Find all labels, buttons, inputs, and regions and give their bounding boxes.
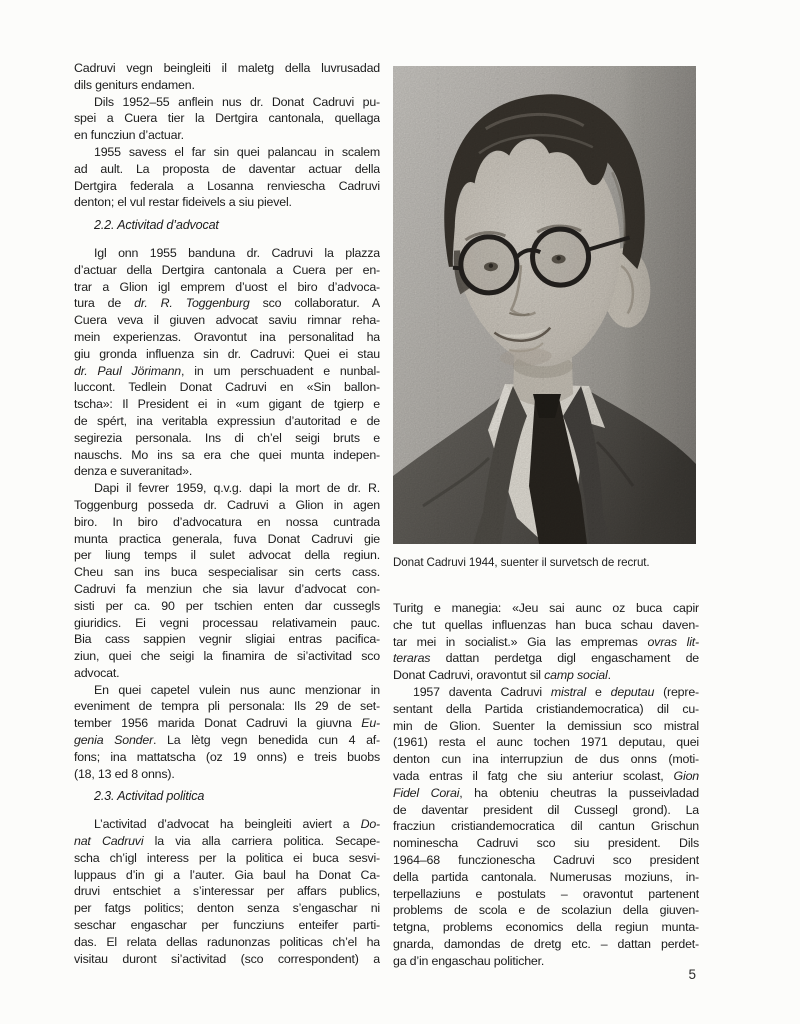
text-line: per fatgs politics; denton senza s’engaschar ni [74,901,380,916]
text-line: giuridics. Ei vegni processau relativamein pauc. [74,615,380,630]
text-line: gnarda, damondas de dretg etc. – dattan perdet- [393,936,699,951]
text-line: denton cun ina interrupziun de dus onns (moti- [393,752,699,767]
text-line: 1964–68 funczionescha Cadruvi sco president [393,852,699,867]
text-line: Dertgira federala a Losanna renviescha Cadruvi [74,178,380,193]
text-line: Turitg e manegia: «Jeu sai aunc oz buca capir [393,601,699,615]
text-line: Fidel Corai, ha obteniu cheutras la pusseivladad [393,785,699,800]
text-line: Cuera veva il giuven advocat saviu rimnar reha- [74,313,380,328]
text-line: ga d’in engaschau politicher. [393,953,545,968]
paragraph [393,600,699,684]
text-line: Cheu san ins buca sespecialisar sin certs cass. [74,565,380,580]
paragraph [393,684,699,970]
text-line: 1957 daventa Cadruvi mistral e deputau (repre- [413,684,699,699]
text-line: visitau duront si’activitad (sco correspondent) a [74,951,380,966]
text-line: Cadruvi fa menziun che sia lavur d’advocat con- [74,581,380,596]
section-heading: 2.2. Activitad d’advocat [94,218,219,233]
text-line: trar a Glion igl emprem d’uost el biro d’advoca- [74,279,380,294]
text-line: munta practica generala, fuva Donat Cadruvi gie [74,531,380,546]
text-line: (18, 13 ed 8 onns). [74,766,175,781]
text-line: advocat. [74,665,120,680]
text-line: che tut quellas influenzas han buca schau daven- [393,617,699,632]
text-line: En quei capetel vulein nus aunc menzionar in [94,682,380,697]
text-line: spei a Cuera tier la Dertgira cantonala, quellaga [74,111,380,126]
text-line: fons; ina mattatscha (oz 19 onns) e treis buobs [74,749,380,764]
text-line: de daventar president dil Cussegl grond). La [393,802,699,817]
paragraph [74,144,380,211]
text-line: Cadruvi vegn beingleiti il maletg della luvrusadad [74,61,380,75]
text-line: mein experienzas. Oravontut ina personalitad ha [74,329,380,344]
text-line: genia Sonder. La lètg vegn benedida cun 4 af- [74,733,380,748]
text-line: biro. In biro d’advocatura en nossa cuntrada [74,514,380,529]
text-line: tura de dr. R. Toggenburg sco collaboratur. A [74,296,380,311]
text-line: luccont. Tedlein Donat Cadruvi en «Sin ballon- [74,380,380,395]
text-line: nominescha Cadruvi sco siu president. Dils [393,836,699,851]
right-column [393,600,699,970]
paragraph [74,480,380,682]
text-line: ad ault. La proposta de daventar actuar della [74,161,380,176]
text-line: L’activitad d’advocat ha beingleiti aviert a Do- [94,817,380,832]
text-line: denton; el vul restar fideivels a siu pievel. [74,195,292,210]
portrait-photo-illustration [393,66,696,544]
text-line: druvi entschiet a s’interessar per affars publics, [74,884,380,899]
text-line: Donat Cadruvi, oravontut sil camp social. [393,668,611,683]
text-line: Dapi il fevrer 1959, q.v.g. dapi la mort de dr. R. [94,481,380,496]
paragraph [74,682,380,783]
text-line: segirezia personala. Ins di ch’el seigi bruts e [74,430,380,445]
paragraph [74,94,380,144]
text-line: sisti per ca. 90 per tschien enten dar cussegls [74,598,380,613]
text-line: fracziun cristiandemocratica dil cantun Grischun [393,819,699,834]
text-line: 1955 savess el far sin quei palancau in scalem [94,144,380,159]
text-line: scha ch’igl interess per la politica ei buca sesvi- [74,850,380,865]
text-line: luppaus d’in gi a l’auter. Gia baul ha Donat Ca- [74,867,380,882]
text-line: nat Cadruvi la via alla carriera politica. Secape- [74,834,380,849]
film-grain-overlay [393,66,696,544]
text-line: giu gronda influenza sin dr. Cadruvi: Quei ei stau [74,346,380,361]
text-line: d’actuar della Dertgira cantonala a Cuera per en- [74,262,380,277]
text-line: tetgna, problems economics della regiun munta- [393,920,699,935]
text-line: Dils 1952–55 anflein nus dr. Donat Cadruvi pu- [94,94,380,109]
left-column [74,60,380,967]
text-line: tar mei in socialist.» Gia las empremas ovras lit- [393,634,699,649]
text-line: Igl onn 1955 banduna dr. Cadruvi la plazza [94,245,380,260]
text-line: dr. Paul Jörimann, in um perschuadent e nunbal- [74,363,380,378]
paragraph [74,816,380,967]
text-line: sentant della Partida cristiandemocratica) dil cu- [393,701,699,716]
paragraph [74,60,380,94]
text-line: Toggenburg posseda dr. Cadruvi a Glion in agen [74,497,380,512]
text-line: per liung temps il sulet advocat della regiun. [74,548,380,563]
text-line: tscha»: Il President ei in «um gigant de tgierp e [74,397,380,412]
text-line: tember 1956 marida Donat Cadruvi la giuvna Eu- [74,716,380,731]
text-line: problems de scola e de scolaziun della giuven- [393,903,699,918]
text-line: das. El relata dellas radunonzas politicas ch’el ha [74,934,380,949]
section-heading: 2.3. Activitad politica [94,789,205,804]
text-line: Bia cass sappien vegnir sligiai entras pacifica- [74,632,380,647]
page-number: 5 [688,967,696,982]
text-line: teraras dattan perdetga digl engaschament de [393,651,699,666]
text-line: della partida cantonala. Numerusas moziuns, in- [393,869,699,884]
text-line: eveniment de tempra pli personala: Ils 29 de set- [74,699,380,714]
text-line: denza e suveranitad». [74,464,193,479]
text-line: seschar engaschar per funcziuns enteifer parti- [74,918,380,933]
portrait-photo [393,66,696,544]
text-line: dils geniturs endamen. [74,77,195,92]
text-line: en funcziun d’actuar. [74,128,184,143]
text-line: (1961) resta el aunc tochen 1971 deputau, quei [393,735,699,750]
text-line: ziun, quei che seigi la finamira de si’activitad sco [74,649,380,664]
text-line: nauschs. Mo ins sa era che quei munta indepen- [74,447,380,462]
text-line: min de Glion. Suenter la demissiun sco mistral [393,718,699,733]
text-line: de spért, ina veritabla expressiun d’autoritad e de [74,413,380,428]
text-line: vada entras il fatg che siu anteriur scolast, Gion [393,768,699,783]
text-line: terpellaziuns e postulats – oravontut partenent [393,886,699,901]
photo-caption: Donat Cadruvi 1944, suenter il survetsch de recrut. [393,556,650,569]
paragraph [74,245,380,480]
